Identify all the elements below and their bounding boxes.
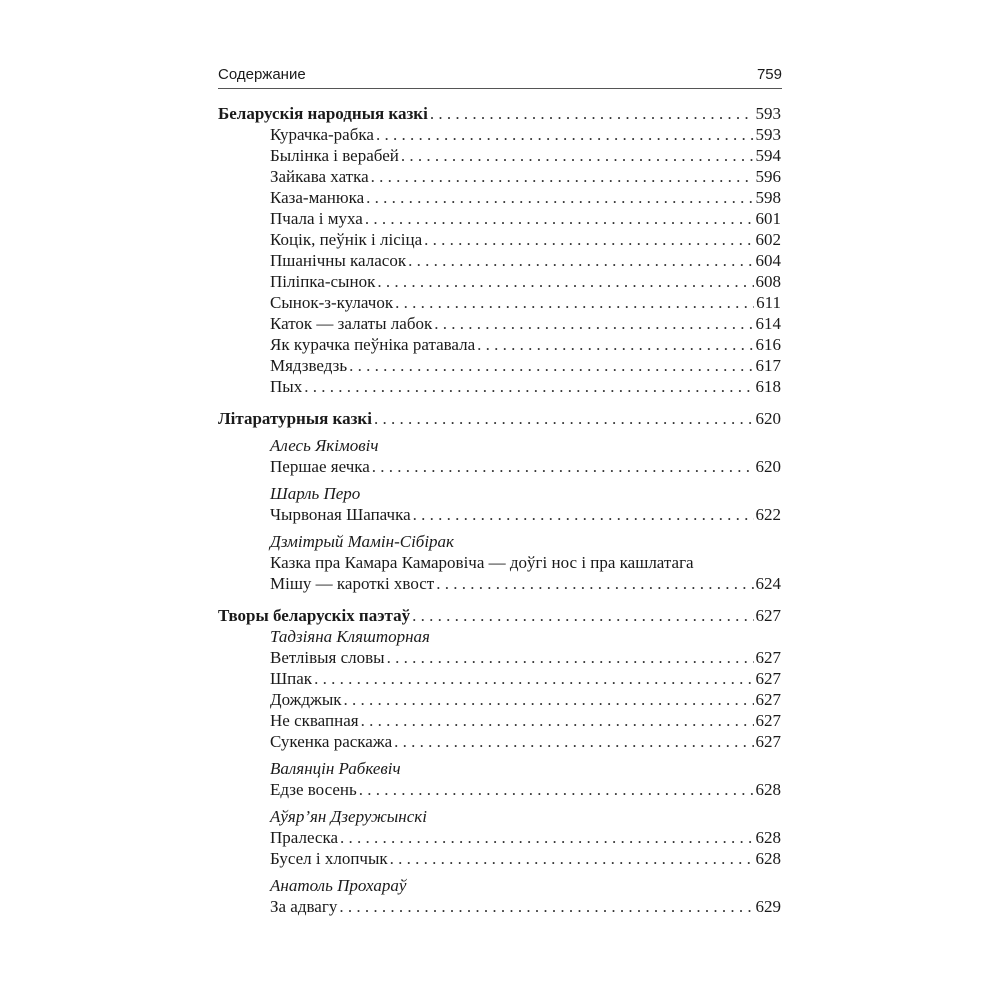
toc-entry-title: Пшанічны каласок <box>270 251 407 270</box>
toc-entry[interactable] <box>218 313 781 334</box>
toc-entry-title: Шпак <box>270 669 313 688</box>
leader-dots <box>344 689 754 710</box>
toc-page-number: 629 <box>755 897 781 916</box>
toc-entry-title: Пых <box>270 377 303 396</box>
toc-author: Алесь Якімовіч <box>270 436 379 455</box>
toc-author: Тадзіяна Кляшторная <box>270 627 430 646</box>
toc-entry-title: Першае яечка <box>270 457 370 476</box>
toc-entry-title: Ветлівыя словы <box>270 648 385 667</box>
leader-dots <box>371 166 754 187</box>
toc-entry[interactable] <box>218 145 781 166</box>
leader-dots <box>339 896 753 917</box>
toc-entry-title-line[interactable]: Казка пра Камара Камаровіча — доўгі нос і пра кашлатага <box>270 553 694 572</box>
toc-entry-title: Зайкава хатка <box>270 167 369 186</box>
toc-entry[interactable] <box>218 668 781 689</box>
toc-page-number: 596 <box>755 167 781 186</box>
toc-page-number: 601 <box>755 209 781 228</box>
toc-entry-title: Сукенка раскажа <box>270 732 393 751</box>
toc-entry-title: Не сквапная <box>270 711 359 730</box>
running-header <box>218 64 782 89</box>
leader-dots <box>390 848 754 869</box>
toc-page-number: 627 <box>755 669 781 688</box>
toc-entry[interactable] <box>218 573 781 594</box>
toc-page-number: 611 <box>756 293 781 312</box>
leader-dots <box>394 731 753 752</box>
toc-page-number: 593 <box>755 125 781 144</box>
toc-entry[interactable] <box>218 229 781 250</box>
leader-dots <box>412 605 753 626</box>
toc-entry[interactable] <box>218 731 781 752</box>
toc-section-title: Творы беларускіх паэтаў <box>218 606 411 625</box>
toc-entry[interactable] <box>218 827 781 848</box>
toc-page-number: 627 <box>755 711 781 730</box>
toc-page-number: 618 <box>755 377 781 396</box>
leader-dots <box>365 208 754 229</box>
leader-dots <box>434 313 753 334</box>
leader-dots <box>413 504 754 525</box>
toc-entry-title: Дожджык <box>270 690 342 709</box>
toc-entry[interactable] <box>218 250 781 271</box>
toc-page-number: 598 <box>755 188 781 207</box>
toc-entry-title: Былінка і верабей <box>270 146 399 165</box>
toc-page-number: 628 <box>755 780 781 799</box>
toc-entry-title: Коцік, пеўнік і лісіца <box>270 230 423 249</box>
toc-page-number: 620 <box>755 409 781 428</box>
toc-page-number: 614 <box>755 314 781 333</box>
toc-section-heading[interactable] <box>218 103 781 124</box>
toc-entry-title: За адвагу <box>270 897 338 916</box>
toc-entry-title: Піліпка-сынок <box>270 272 376 291</box>
leader-dots <box>374 408 754 429</box>
toc-page-number: 594 <box>755 146 781 165</box>
running-header-title: Содержание <box>218 66 306 83</box>
leader-dots <box>340 827 753 848</box>
toc-author: Анатоль Прохараў <box>270 876 407 895</box>
table-of-contents <box>218 103 781 917</box>
toc-entry[interactable] <box>218 647 781 668</box>
toc-entry[interactable] <box>218 271 781 292</box>
leader-dots <box>372 456 754 477</box>
leader-dots <box>408 250 753 271</box>
leader-dots <box>377 271 753 292</box>
toc-page-number: 627 <box>755 690 781 709</box>
toc-entry[interactable] <box>218 208 781 229</box>
toc-page-number: 627 <box>755 732 781 751</box>
toc-entry[interactable] <box>218 689 781 710</box>
toc-section-heading[interactable] <box>218 408 781 429</box>
leader-dots <box>361 710 754 731</box>
toc-entry-title: Курачка-рабка <box>270 125 374 144</box>
toc-page-number: 593 <box>755 104 781 123</box>
toc-page-number: 602 <box>755 230 781 249</box>
toc-entry[interactable] <box>218 456 781 477</box>
toc-entry-title: Пчала і муха <box>270 209 363 228</box>
toc-entry[interactable] <box>218 187 781 208</box>
toc-entry-title: Каток — залаты лабок <box>270 314 433 333</box>
toc-page-number: 620 <box>755 457 781 476</box>
toc-entry[interactable] <box>218 334 781 355</box>
toc-entry-title: Каза-манюка <box>270 188 365 207</box>
leader-dots <box>359 779 754 800</box>
page-number: 759 <box>756 66 782 83</box>
toc-entry[interactable] <box>218 166 781 187</box>
leader-dots <box>376 124 754 145</box>
toc-entry-title: Чырвоная Шапачка <box>270 505 411 524</box>
toc-author: Дзмітрый Мамін-Сібірак <box>270 532 455 551</box>
toc-author: Аўяр’ян Дзеружынскі <box>270 807 427 826</box>
toc-entry-title: Як курачка пеўніка ратавала <box>270 335 476 354</box>
toc-entry-title: Бусел і хлопчык <box>270 849 388 868</box>
toc-entry-title: Едзе восень <box>270 780 357 799</box>
toc-section-title: Беларускія народныя казкі <box>218 104 428 123</box>
toc-page-number: 604 <box>755 251 781 270</box>
leader-dots <box>436 573 753 594</box>
toc-page-number: 624 <box>755 574 781 593</box>
toc-entry-title: Сынок-з-кулачок <box>270 293 394 312</box>
leader-dots <box>395 292 754 313</box>
toc-author: Шарль Перо <box>270 484 361 503</box>
toc-entry[interactable] <box>218 779 781 800</box>
toc-page-number: 617 <box>755 356 781 375</box>
leader-dots <box>430 103 754 124</box>
leader-dots <box>387 647 754 668</box>
toc-section-heading[interactable] <box>218 605 781 626</box>
toc-page-number: 616 <box>755 335 781 354</box>
toc-entry-title: Мядзведзь <box>270 356 348 375</box>
toc-author: Валянцін Рабкевіч <box>270 759 401 778</box>
leader-dots <box>424 229 753 250</box>
toc-entry[interactable] <box>218 376 781 397</box>
toc-page-number: 608 <box>755 272 781 291</box>
toc-entry[interactable] <box>218 124 781 145</box>
toc-entry-title: Пралеска <box>270 828 339 847</box>
leader-dots <box>304 376 753 397</box>
leader-dots <box>314 668 753 689</box>
toc-entry-title: Мішу — кароткі хвост <box>270 574 435 593</box>
leader-dots <box>366 187 753 208</box>
toc-entry[interactable] <box>218 355 781 376</box>
toc-section-title: Літаратурныя казкі <box>218 409 372 428</box>
leader-dots <box>477 334 753 355</box>
leader-dots <box>401 145 754 166</box>
toc-entry[interactable] <box>218 710 781 731</box>
toc-entry[interactable] <box>218 504 781 525</box>
toc-page-number: 622 <box>755 505 781 524</box>
toc-page-number: 627 <box>755 606 781 625</box>
toc-page-number: 627 <box>755 648 781 667</box>
toc-entry[interactable] <box>218 292 781 313</box>
toc-entry[interactable] <box>218 896 781 917</box>
leader-dots <box>349 355 753 376</box>
toc-page-number: 628 <box>755 849 781 868</box>
toc-entry[interactable] <box>218 848 781 869</box>
toc-page-number: 628 <box>755 828 781 847</box>
